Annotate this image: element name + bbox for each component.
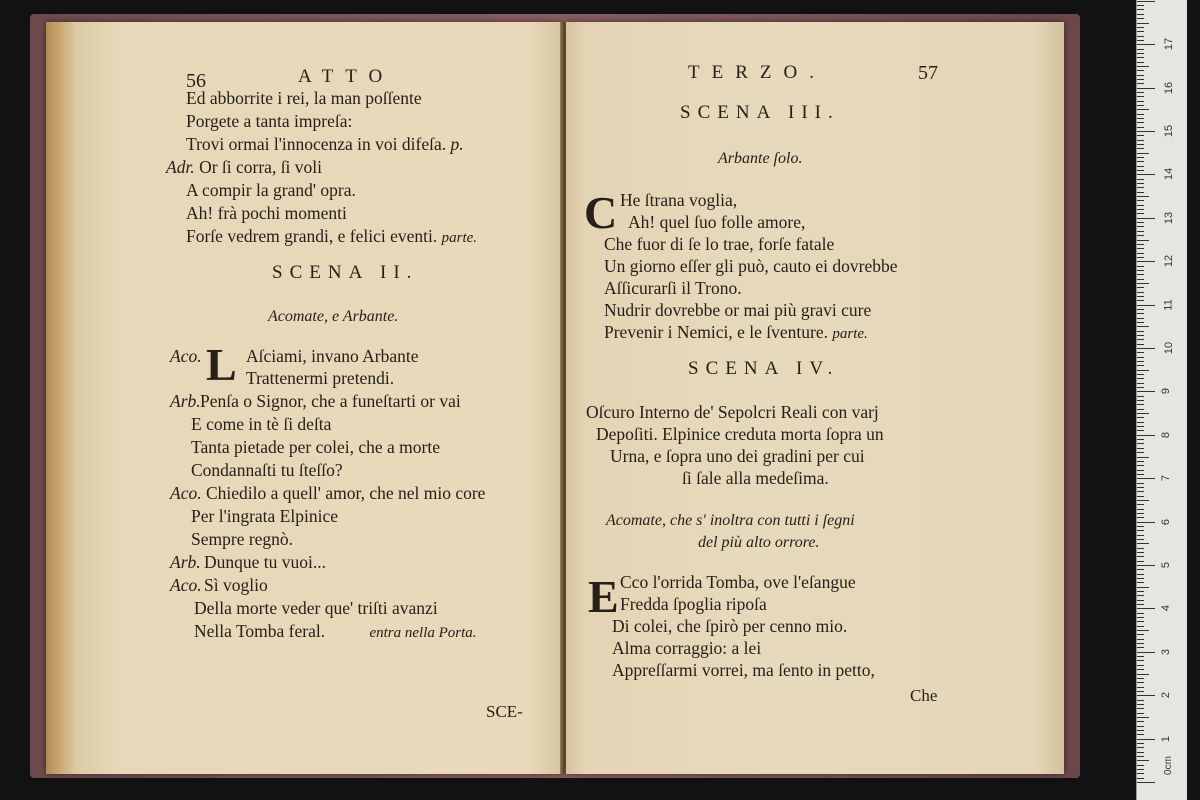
ruler-tick xyxy=(1137,44,1155,45)
drop-cap: L xyxy=(206,339,237,390)
text-line: Che fuor di ſe lo trae, forſe fatale xyxy=(604,234,835,254)
dialogue-line: Trattenermi pretendi. xyxy=(246,368,395,388)
ruler-tick xyxy=(1137,248,1144,249)
dialogue-line: Per l'ingrata Elpinice xyxy=(191,506,338,526)
ruler-tick xyxy=(1137,378,1144,379)
ruler-tick xyxy=(1137,1,1155,2)
ruler-tick xyxy=(1137,114,1144,115)
ruler-tick xyxy=(1137,279,1144,280)
catchword: Che xyxy=(910,686,938,705)
ruler-tick xyxy=(1137,778,1144,779)
ruler-tick xyxy=(1137,274,1144,275)
ruler-tick xyxy=(1137,23,1149,24)
ruler-tick xyxy=(1137,179,1144,180)
scene-description: Urna, e ſopra uno dei gradini per cui xyxy=(610,446,865,466)
ruler-tick xyxy=(1137,617,1144,618)
dialogue-line: Sempre regnò. xyxy=(191,529,294,549)
scene-title: SCENA II. xyxy=(272,262,419,283)
dialogue-line: Condannaſti tu ſteſſo? xyxy=(191,460,343,480)
drop-cap: E xyxy=(588,571,619,622)
ruler-tick xyxy=(1137,565,1155,566)
ruler-tick xyxy=(1137,365,1144,366)
text-line: Ah! quel ſuo folle amore, xyxy=(628,212,806,232)
text-line-content: Prevenir i Nemici, e le ſventure. xyxy=(604,322,829,342)
ruler-tick xyxy=(1137,613,1144,614)
ruler-tick xyxy=(1137,387,1144,388)
ruler-tick xyxy=(1137,404,1144,405)
ruler-tick xyxy=(1137,739,1155,740)
ruler-tick xyxy=(1137,396,1144,397)
ruler-tick xyxy=(1137,331,1144,332)
ruler-tick xyxy=(1137,53,1144,54)
ruler-tick xyxy=(1137,422,1144,423)
dialogue-line xyxy=(170,577,268,595)
ruler-tick xyxy=(1137,357,1144,358)
ruler-tick xyxy=(1137,292,1144,293)
ruler-unit: 0cm xyxy=(1162,756,1174,775)
ruler-tick xyxy=(1137,222,1144,223)
ruler-tick xyxy=(1137,135,1144,136)
dialogue-text: Penſa o Signor, che a funeſtarti or vai xyxy=(200,391,461,411)
dialogue-text: Chiedilo a quell' amor, che nel mio core xyxy=(206,483,486,503)
ruler-tick xyxy=(1137,127,1144,128)
ruler-tick xyxy=(1137,470,1144,471)
ruler-tick xyxy=(1137,743,1144,744)
ruler-number: 11 xyxy=(1162,298,1175,311)
ruler-tick xyxy=(1137,266,1144,267)
text-line: He ſtrana voglia, xyxy=(620,190,738,210)
ruler-tick xyxy=(1137,244,1144,245)
ruler-tick xyxy=(1137,530,1144,531)
ruler-tick xyxy=(1137,552,1144,553)
ruler-number: 12 xyxy=(1163,255,1176,268)
ruler-tick xyxy=(1137,287,1144,288)
text-line: Cco l'orrida Tomba, ove l'eſangue xyxy=(620,572,856,592)
left-running-head: ATTO xyxy=(298,66,395,87)
left-page-number: 56 xyxy=(186,70,206,92)
ruler-tick xyxy=(1137,509,1144,510)
ruler-tick xyxy=(1137,270,1144,271)
ruler-tick xyxy=(1137,747,1144,748)
ruler-number: 17 xyxy=(1163,38,1176,51)
ruler-number: 7 xyxy=(1160,475,1173,482)
scene-characters: Arbante ſolo. xyxy=(718,150,803,167)
ruler-tick xyxy=(1137,283,1149,284)
ruler-tick xyxy=(1137,587,1149,588)
catchword: SCE- xyxy=(486,702,523,721)
ruler-tick xyxy=(1137,57,1144,58)
ruler-tick xyxy=(1137,14,1144,15)
dialogue-line xyxy=(170,485,485,503)
ruler-tick xyxy=(1137,773,1144,774)
drop-cap: C xyxy=(584,187,618,238)
text-line-content: Or ſi corra, ſi voli xyxy=(199,157,323,177)
text-line xyxy=(186,136,464,154)
text-line: Appreſſarmi vorrei, ma ſento in petto, xyxy=(612,660,875,680)
text-line: Aſſicurarſi il Trono. xyxy=(604,278,742,298)
ruler-tick xyxy=(1137,157,1144,158)
ruler-tick xyxy=(1137,9,1144,10)
ruler-tick xyxy=(1137,253,1144,254)
left-page xyxy=(46,22,562,774)
ruler-tick xyxy=(1137,92,1144,93)
text-line: Fredda ſpoglia ripoſa xyxy=(620,594,767,614)
ruler-tick xyxy=(1137,205,1144,206)
ruler-tick xyxy=(1137,756,1144,757)
ruler-tick xyxy=(1137,591,1144,592)
dialogue-line: Della morte veder que' triſti avanzi xyxy=(194,598,438,618)
ruler-tick xyxy=(1137,695,1155,696)
ruler-tick xyxy=(1137,656,1144,657)
stage-direction: p. xyxy=(450,134,464,154)
dialogue-text: Aſciami, invano Arbante xyxy=(246,346,419,366)
ruler-tick xyxy=(1137,200,1144,201)
text-line xyxy=(166,159,322,177)
ruler-tick xyxy=(1137,66,1149,67)
ruler-tick xyxy=(1137,769,1144,770)
ruler-tick xyxy=(1137,621,1144,622)
ruler-tick xyxy=(1137,339,1144,340)
speaker-label: Arb. xyxy=(170,552,201,572)
ruler-tick xyxy=(1137,409,1144,410)
ruler-tick xyxy=(1137,496,1144,497)
ruler-tick xyxy=(1137,335,1144,336)
ruler-tick xyxy=(1137,131,1155,132)
ruler-tick xyxy=(1137,309,1144,310)
ruler-tick xyxy=(1137,300,1144,301)
text-line: Un giorno eſſer gli può, cauto ei dovrebbe xyxy=(604,256,898,276)
text-line: A compir la grand' opra. xyxy=(186,180,356,200)
ruler-tick xyxy=(1137,522,1155,523)
ruler-tick xyxy=(1137,608,1155,609)
ruler-tick xyxy=(1137,96,1144,97)
ruler-tick xyxy=(1137,504,1144,505)
stage-direction: del più alto orrore. xyxy=(698,534,820,551)
ruler-tick xyxy=(1137,257,1144,258)
ruler-tick xyxy=(1137,18,1144,19)
ruler-tick xyxy=(1137,105,1144,106)
ruler-tick xyxy=(1137,109,1149,110)
ruler-tick xyxy=(1137,400,1144,401)
ruler-tick xyxy=(1137,348,1155,349)
ruler-tick xyxy=(1137,322,1144,323)
dialogue-text: Dunque tu vuoi... xyxy=(204,552,327,572)
text-line: Ed abborrite i rei, la man poſſente xyxy=(186,88,422,108)
ruler-tick xyxy=(1137,118,1144,119)
ruler-tick xyxy=(1137,734,1144,735)
ruler-tick xyxy=(1137,391,1155,392)
ruler-number: 9 xyxy=(1160,388,1173,395)
ruler-tick xyxy=(1137,639,1144,640)
ruler-number: 15 xyxy=(1163,124,1176,138)
speaker-label: Aco. xyxy=(170,346,202,366)
ruler-tick xyxy=(1137,517,1144,518)
ruler-tick xyxy=(1137,196,1149,197)
ruler-tick xyxy=(1137,569,1144,570)
ruler-tick xyxy=(1137,153,1149,154)
ruler-tick xyxy=(1137,140,1144,141)
ruler-tick xyxy=(1137,730,1144,731)
ruler-tick xyxy=(1137,383,1144,384)
ruler-tick xyxy=(1137,88,1155,89)
ruler-tick xyxy=(1137,27,1144,28)
scene-description: Oſcuro Interno de' Sepolcri Reali con varj xyxy=(586,402,879,422)
ruler-tick xyxy=(1137,318,1144,319)
text-line xyxy=(604,324,868,342)
ruler-tick xyxy=(1137,717,1149,718)
ruler-tick xyxy=(1137,500,1149,501)
text-line xyxy=(186,228,477,246)
stage-direction: entra nella Porta. xyxy=(369,625,477,641)
ruler-tick xyxy=(1137,535,1144,536)
ruler-tick xyxy=(1137,491,1144,492)
ruler-tick xyxy=(1137,83,1144,84)
ruler-tick xyxy=(1137,313,1144,314)
ruler-tick xyxy=(1137,213,1144,214)
dialogue-line xyxy=(170,393,461,411)
ruler-tick xyxy=(1137,62,1144,63)
ruler-tick xyxy=(1137,361,1144,362)
right-running-head: TERZO. xyxy=(688,62,826,83)
ruler-tick xyxy=(1137,344,1144,345)
ruler-number: 14 xyxy=(1163,168,1176,181)
text-line: Ah! frà pochi momenti xyxy=(186,203,347,223)
ruler-tick xyxy=(1137,721,1144,722)
ruler-tick xyxy=(1137,174,1155,175)
scene-description: ſi ſale alla medeſima. xyxy=(682,468,829,488)
scene-title: SCENA IV. xyxy=(688,358,840,379)
measuring-ruler xyxy=(1136,0,1187,800)
right-page xyxy=(566,22,1064,774)
ruler-tick xyxy=(1137,708,1144,709)
ruler-tick xyxy=(1137,574,1144,575)
ruler-tick xyxy=(1137,101,1144,102)
ruler-tick xyxy=(1137,626,1144,627)
ruler-tick xyxy=(1137,765,1144,766)
ruler-tick xyxy=(1137,261,1155,262)
ruler-tick xyxy=(1137,595,1144,596)
ruler-tick xyxy=(1137,478,1155,479)
speaker-label: Aco. xyxy=(170,575,202,595)
ruler-tick xyxy=(1137,643,1144,644)
ruler-tick xyxy=(1137,704,1144,705)
ruler-number: 4 xyxy=(1160,605,1173,612)
ruler-tick xyxy=(1137,687,1144,688)
dialogue-text: Sì voglio xyxy=(204,575,268,595)
ruler-tick xyxy=(1137,539,1144,540)
ruler-tick xyxy=(1137,448,1144,449)
text-line: Nudrir dovrebbe or mai più gravi cure xyxy=(604,300,872,320)
ruler-tick xyxy=(1137,75,1144,76)
dialogue-line xyxy=(194,623,477,641)
ruler-tick xyxy=(1137,700,1144,701)
ruler-tick xyxy=(1137,543,1149,544)
ruler-tick xyxy=(1137,513,1144,514)
ruler-tick xyxy=(1137,691,1144,692)
ruler-tick xyxy=(1137,144,1144,145)
ruler-tick xyxy=(1137,726,1144,727)
ruler-tick xyxy=(1137,122,1144,123)
ruler-number: 1 xyxy=(1160,735,1173,742)
ruler-tick xyxy=(1137,634,1144,635)
stage-direction: parte. xyxy=(832,326,868,342)
dialogue-line xyxy=(170,348,419,366)
ruler-tick xyxy=(1137,166,1144,167)
scene-description: Depoſiti. Elpinice creduta morta ſopra un xyxy=(596,424,884,444)
speaker-label: Arb. xyxy=(170,391,201,411)
text-line: Alma corraggio: a lei xyxy=(612,638,762,658)
ruler-tick xyxy=(1137,70,1144,71)
ruler-tick xyxy=(1137,226,1144,227)
ruler-tick xyxy=(1137,439,1144,440)
speaker-label: Adr. xyxy=(166,157,195,177)
ruler-tick xyxy=(1137,556,1144,557)
ruler-tick xyxy=(1137,183,1144,184)
ruler-tick xyxy=(1137,665,1144,666)
ruler-number: 2 xyxy=(1160,692,1173,699)
ruler-tick xyxy=(1137,604,1144,605)
ruler-number: 6 xyxy=(1160,518,1173,525)
ruler-tick xyxy=(1137,630,1149,631)
ruler-tick xyxy=(1137,578,1144,579)
ruler-tick xyxy=(1137,374,1144,375)
ruler-tick xyxy=(1137,240,1149,241)
ruler-tick xyxy=(1137,296,1144,297)
ruler-tick xyxy=(1137,526,1144,527)
ruler-tick xyxy=(1137,652,1155,653)
ruler-tick xyxy=(1137,561,1144,562)
ruler-tick xyxy=(1137,760,1149,761)
ruler-tick xyxy=(1137,192,1144,193)
ruler-tick xyxy=(1137,370,1149,371)
speaker-label: Aco. xyxy=(170,483,202,503)
ruler-number: 5 xyxy=(1160,561,1173,569)
ruler-tick xyxy=(1137,582,1144,583)
ruler-number: 8 xyxy=(1160,431,1173,438)
ruler-tick xyxy=(1137,461,1144,462)
ruler-tick xyxy=(1137,326,1149,327)
ruler-tick xyxy=(1137,660,1144,661)
ruler-tick xyxy=(1137,79,1144,80)
ruler-tick xyxy=(1137,148,1144,149)
ruler-tick xyxy=(1137,49,1144,50)
ruler-tick xyxy=(1137,430,1144,431)
ruler-tick xyxy=(1137,474,1144,475)
ruler-tick xyxy=(1137,674,1149,675)
ruler-number: 3 xyxy=(1160,648,1173,655)
ruler-tick xyxy=(1137,187,1144,188)
ruler-tick xyxy=(1137,647,1144,648)
ruler-tick xyxy=(1137,426,1144,427)
ruler-tick xyxy=(1137,443,1144,444)
ruler-tick xyxy=(1137,231,1144,232)
scene-characters: Acomate, e Arbante. xyxy=(268,308,399,325)
ruler-tick xyxy=(1137,682,1144,683)
stage-direction: Acomate, che s' inoltra con tutti i ſegni xyxy=(606,512,855,529)
ruler-tick xyxy=(1137,548,1144,549)
ruler-tick xyxy=(1137,487,1144,488)
ruler-tick xyxy=(1137,483,1144,484)
ruler-tick xyxy=(1137,413,1149,414)
ruler-tick xyxy=(1137,170,1144,171)
ruler-tick xyxy=(1137,218,1155,219)
ruler-tick xyxy=(1137,161,1144,162)
ruler-tick xyxy=(1137,31,1144,32)
ruler-tick xyxy=(1137,713,1144,714)
ruler-tick xyxy=(1137,600,1144,601)
ruler-tick xyxy=(1137,669,1144,670)
dialogue-line: E come in tè ſi deſta xyxy=(191,414,332,434)
dialogue-line xyxy=(170,554,326,572)
scene-title: SCENA III. xyxy=(680,102,840,123)
text-line-content: Forſe vedrem grandi, e felici eventi. xyxy=(186,226,438,246)
dialogue-line: Tanta pietade per colei, che a morte xyxy=(191,437,440,457)
ruler-tick xyxy=(1137,435,1155,436)
ruler-tick xyxy=(1137,209,1144,210)
ruler-tick xyxy=(1137,36,1144,37)
stage-direction: parte. xyxy=(441,230,478,246)
ruler-tick xyxy=(1137,305,1155,306)
ruler-tick xyxy=(1137,352,1144,353)
ruler-number: 10 xyxy=(1163,341,1176,355)
ruler-tick xyxy=(1137,417,1144,418)
right-page-number: 57 xyxy=(918,62,938,84)
ruler-tick xyxy=(1137,5,1144,6)
ruler-tick xyxy=(1137,782,1155,783)
ruler-tick xyxy=(1137,465,1144,466)
text-line: Porgete a tanta impreſa: xyxy=(186,111,353,131)
ruler-number: 16 xyxy=(1163,81,1176,94)
dialogue-text: Nella Tomba feral. xyxy=(194,621,326,641)
text-line: Di colei, che ſpirò per cenno mio. xyxy=(612,616,848,636)
ruler-tick xyxy=(1137,40,1144,41)
ruler-tick xyxy=(1137,678,1144,679)
ruler-tick xyxy=(1137,235,1144,236)
ruler-number: 13 xyxy=(1163,211,1176,224)
ruler-tick xyxy=(1137,452,1144,453)
text-line-content: Trovi ormai l'innocenza in voi difeſa. xyxy=(186,134,447,154)
ruler-tick xyxy=(1137,752,1144,753)
ruler-tick xyxy=(1137,457,1149,458)
